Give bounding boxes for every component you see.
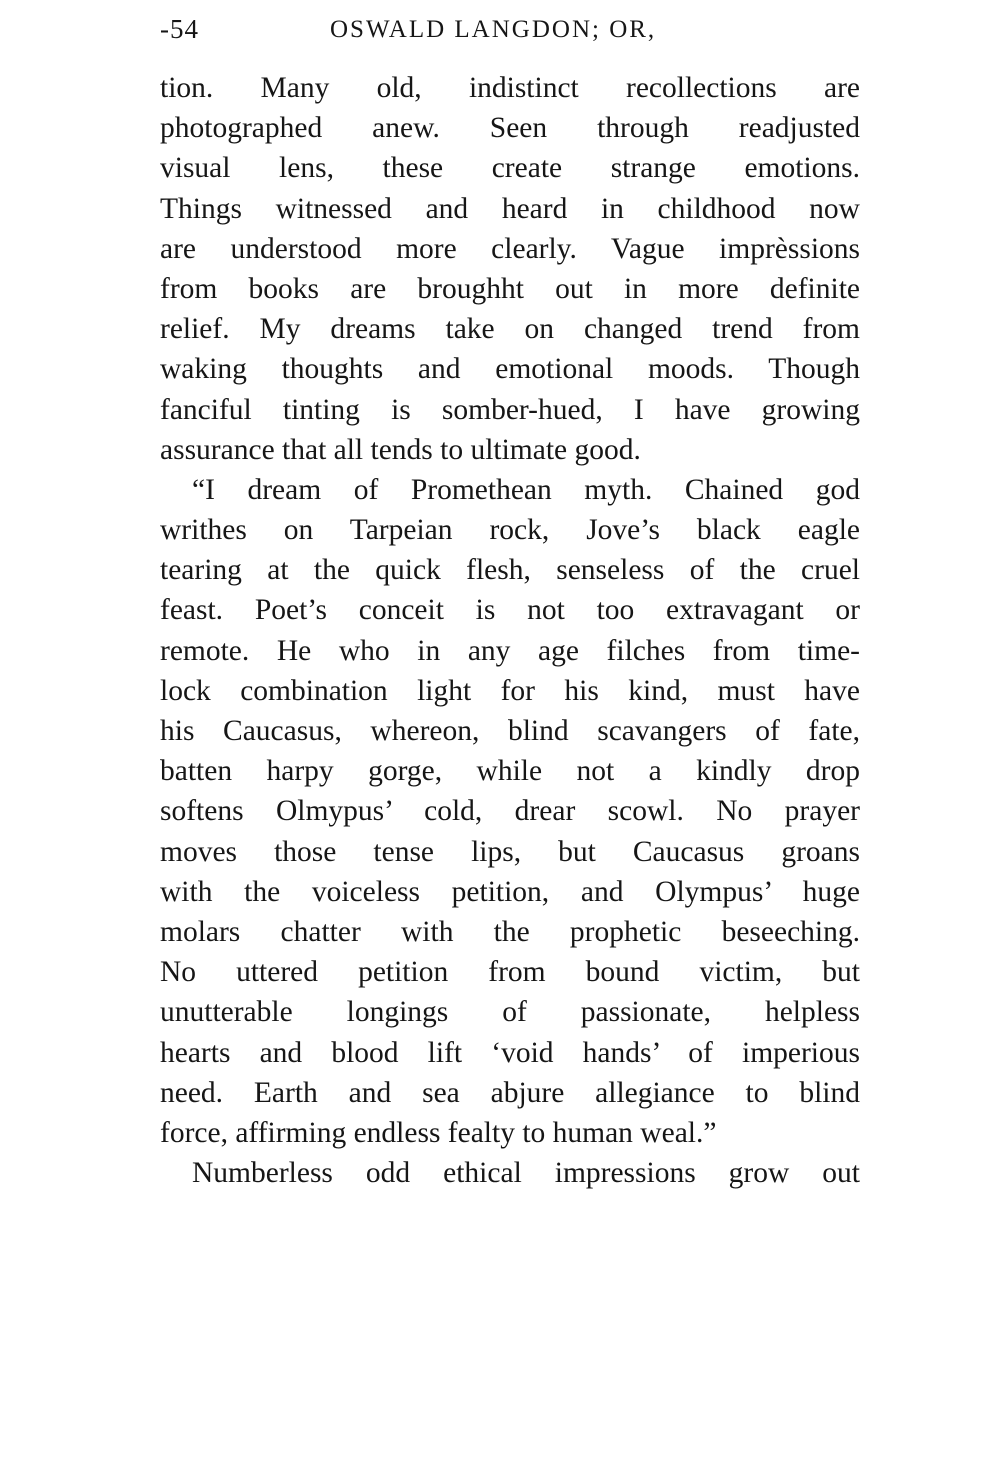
text-line: hearts and blood lift ‘void hands’ of imperious bbox=[160, 1036, 860, 1069]
text-line: are understood more clearly. Vague imprèssions bbox=[160, 232, 860, 265]
text-line: unutterable longings of passionate, helpless bbox=[160, 996, 860, 1029]
text-line: relief. My dreams take on changed trend from bbox=[160, 313, 860, 346]
text-line: need. Earth and sea abjure allegiance to blind bbox=[160, 1076, 860, 1109]
text-line: from books are broughht out in more definite bbox=[160, 272, 860, 305]
text-line: his Caucasus, whereon, blind scavangers of fate, bbox=[160, 715, 860, 747]
running-head bbox=[160, 14, 860, 54]
text-line: fanciful tinting is somber-hued, I have growing bbox=[160, 393, 860, 426]
paragraph-end-line: assurance that all tends to ultimate good. bbox=[160, 433, 641, 466]
paragraph-start-line: “I dream of Promethean myth. Chained god bbox=[192, 473, 860, 506]
body-text bbox=[160, 68, 860, 1193]
text-line: moves those tense lips, but Caucasus groans bbox=[160, 835, 860, 868]
page-number: -54 bbox=[160, 14, 199, 44]
text-line: lock combination light for his kind, must have bbox=[160, 674, 860, 707]
text-line: batten harpy gorge, while not a kindly drop bbox=[160, 755, 860, 788]
text-line: Things witnessed and heard in childhood now bbox=[160, 192, 860, 225]
text-line: with the voiceless petition, and Olympus’ huge bbox=[160, 875, 860, 908]
text-line: tearing at the quick flesh, senseless of the cruel bbox=[160, 554, 860, 587]
text-line: visual lens, these create strange emotions. bbox=[160, 152, 860, 185]
text-line: molars chatter with the prophetic beseeching. bbox=[160, 915, 860, 948]
text-line: writhes on Tarpeian rock, Jove’s black eagle bbox=[160, 514, 860, 547]
text-line: remote. He who in any age filches from time- bbox=[160, 634, 860, 667]
paragraph-start-line: Numberless odd ethical impressions grow out bbox=[192, 1157, 860, 1190]
text-line: waking thoughts and emotional moods. Though bbox=[160, 353, 860, 386]
text-line: softens Olmypus’ cold, drear scowl. No prayer bbox=[160, 795, 860, 828]
text-line: feast. Poet’s conceit is not too extravagant or bbox=[160, 594, 860, 627]
text-line: tion. Many old, indistinct recollections are bbox=[160, 72, 860, 104]
paragraph-end-line: force, affirming endless fealty to human weal.” bbox=[160, 1116, 717, 1149]
text-line: photographed anew. Seen through readjusted bbox=[160, 112, 860, 145]
text-line: No uttered petition from bound victim, but bbox=[160, 956, 860, 989]
running-title: OSWALD LANGDON; OR, bbox=[330, 16, 657, 43]
